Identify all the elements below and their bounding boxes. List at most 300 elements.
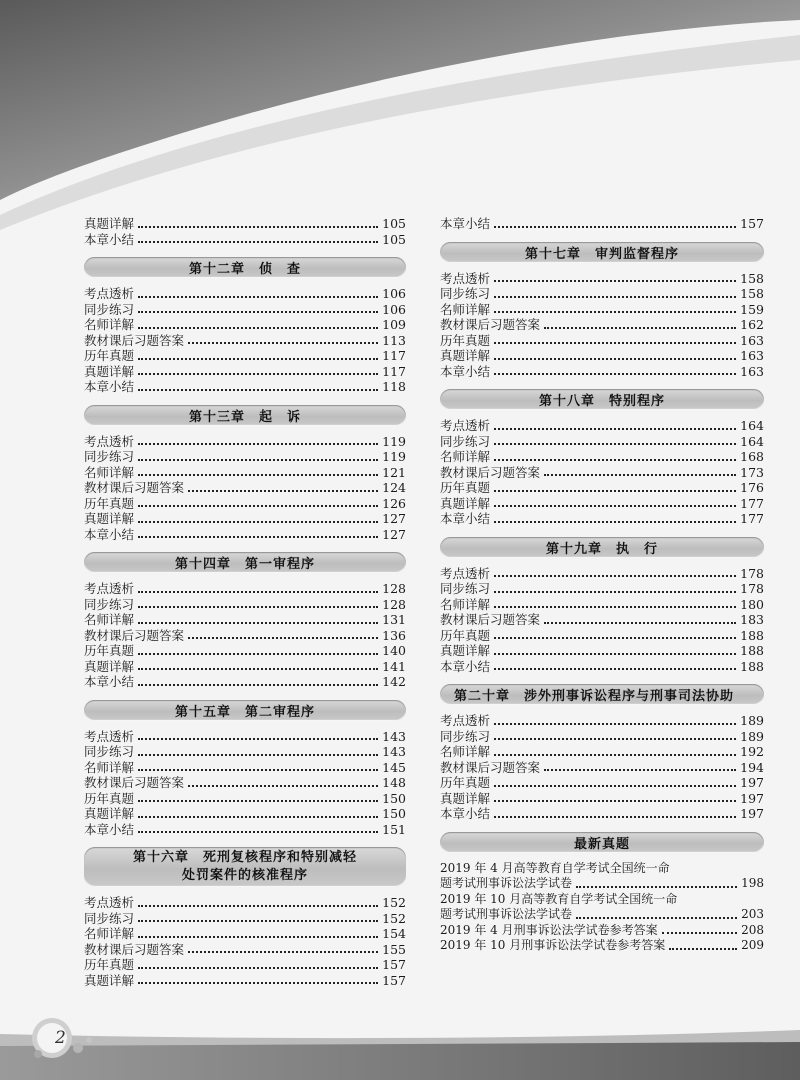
entry-label: 历年真题 [440,332,491,348]
bottom-band [0,1040,800,1080]
entry-label: 题考试刑事诉讼法学试卷 [440,907,573,921]
toc-entry[interactable] [440,876,764,892]
toc-entry[interactable] [440,791,764,807]
toc-entry[interactable] [440,348,764,364]
toc-entry[interactable] [440,449,764,465]
entry-page: 140 [382,643,406,658]
entry-label: 历年真题 [440,627,491,643]
leader-dots [494,459,736,461]
entry-page: 128 [382,596,406,612]
toc-entry[interactable] [440,628,764,644]
entry-label: 本章小结 [440,806,491,821]
entry-page: 119 [382,449,406,464]
entry-label: 教材课后习题答案 [84,775,185,790]
leader-dots [138,668,378,670]
toc-right-column [440,216,764,954]
entry-label: 本章小结 [440,658,491,674]
entry-page: 189 [740,728,764,744]
entry-label: 本章小结 [440,216,491,231]
leader-dots [494,816,736,818]
entry-label: 历年真题 [84,495,135,511]
entry-label: 教材课后习题答案 [84,627,185,643]
toc-entry[interactable] [84,216,406,232]
leader-dots [494,521,736,523]
toc-entry[interactable] [84,895,406,911]
entry-label: 同步练习 [440,728,491,744]
toc-entry[interactable] [84,302,406,318]
entry-page: 157 [382,957,406,972]
entry-page: 176 [740,480,764,495]
leader-dots [138,389,378,391]
leader-dots [494,606,736,608]
leader-dots [494,785,736,787]
leader-dots [138,831,378,833]
entry-label: 真题详解 [84,511,135,526]
leader-dots [494,443,736,445]
leader-dots [669,948,737,950]
toc-entry[interactable] [84,612,406,628]
toc-entry[interactable] [440,744,764,760]
toc-entry[interactable] [440,480,764,496]
toc-left-column [84,216,406,988]
entry-page: 158 [740,286,764,301]
entry-label: 名师详解 [440,449,491,464]
entry-page: 168 [740,449,764,464]
entry-label: 本章小结 [84,231,135,247]
chapter-banner[interactable]: 第十三章 起 诉 [84,405,406,426]
leader-dots [576,886,737,888]
chapter-banner[interactable]: 第二十章 涉外刑事诉讼程序与刑事司法协助 [440,684,764,705]
entry-label: 教材课后习题答案 [440,317,541,332]
toc-entry[interactable] [440,938,764,954]
leader-dots [494,490,736,492]
toc-entry[interactable] [84,364,406,380]
entry-page: 162 [740,317,764,332]
chapter-banner[interactable]: 第十五章 第二审程序 [84,700,406,721]
toc-entry[interactable] [84,496,406,512]
chapter-banner[interactable]: 第十二章 侦 查 [84,257,406,278]
toc-entry[interactable] [440,713,764,729]
toc-entry[interactable] [440,465,764,481]
toc-entry[interactable] [440,566,764,582]
leader-dots [138,443,378,445]
toc-entry[interactable] [440,418,764,434]
entry-label: 考点透析 [84,286,135,301]
entry-label: 名师详解 [440,744,491,759]
leader-dots [138,536,378,538]
entry-label: 教材课后习题答案 [440,759,541,775]
leader-dots [138,800,378,802]
page-number: 2 [55,1028,66,1048]
toc-section-ch20 [440,684,764,822]
exam-title-line[interactable]: 2019 年 10 月高等教育自学考试全国统一命 [440,891,678,906]
toc-entry[interactable] [440,806,764,822]
entry-page: 163 [740,363,764,379]
toc-entry[interactable] [440,581,764,597]
leader-dots [544,622,736,624]
toc-entry[interactable] [440,302,764,318]
toc-entry[interactable] [440,923,764,939]
entry-label: 2019 年 4 月刑事诉讼法学试卷参考答案 [440,922,658,937]
leader-dots [494,358,736,360]
entry-label: 考点透析 [84,581,135,596]
leader-dots [138,936,378,938]
toc-entry[interactable] [84,926,406,942]
entry-page: 188 [740,658,764,674]
entry-page: 136 [382,627,406,643]
entry-page: 106 [382,301,406,317]
toc-section-latest-exams [440,832,764,954]
toc-entry[interactable] [84,791,406,807]
entry-page: 157 [382,972,406,988]
entry-page: 155 [382,941,406,957]
toc-entry[interactable] [440,597,764,613]
entry-label: 同步练习 [84,744,135,759]
entry-page: 173 [740,464,764,480]
leader-dots [494,505,736,507]
entry-page: 188 [740,627,764,643]
entry-page: 117 [382,363,406,379]
entry-label: 2019 年 10 月刑事诉讼法学试卷参考答案 [440,938,666,952]
toc-entry[interactable] [84,527,406,543]
toc-entry[interactable] [84,942,406,958]
leader-dots [494,668,736,670]
chapter-banner[interactable]: 第十八章 特别程序 [440,389,764,410]
entry-label: 考点透析 [440,270,491,286]
leader-dots [494,296,736,298]
entry-label: 题考试刑事诉讼法学试卷 [440,876,573,890]
entry-page: 178 [740,581,764,596]
leader-dots [138,521,378,523]
leader-dots [544,474,736,476]
toc-entry[interactable] [84,581,406,597]
leader-dots [494,754,736,756]
leader-dots [138,738,378,740]
entry-label: 同步练习 [440,433,491,449]
toc-entry[interactable] [84,957,406,973]
toc-entry[interactable] [84,911,406,927]
leader-dots [138,684,378,686]
entry-label: 名师详解 [440,301,491,317]
toc-entry[interactable] [84,822,406,838]
entry-page: 145 [382,759,406,775]
leader-dots [138,373,378,375]
toc-section-ch13 [84,405,406,543]
toc-entry[interactable] [84,449,406,465]
entry-label: 历年真题 [440,480,491,495]
entry-label: 真题详解 [84,806,135,821]
entry-page: 106 [382,286,406,301]
toc-entry[interactable] [440,659,764,675]
leader-dots [494,373,736,375]
entry-page: 143 [382,728,406,744]
leader-dots [138,327,378,329]
leader-dots [138,905,378,907]
entry-label: 考点透析 [84,728,135,744]
leader-dots [544,769,736,771]
entry-label: 本章小结 [84,526,135,542]
leader-dots [138,311,378,313]
entry-label: 历年真题 [84,790,135,806]
leader-dots [138,459,378,461]
entry-page: 142 [382,674,406,689]
leader-dots [138,920,378,922]
leader-dots [138,226,378,228]
toc-entry[interactable] [84,511,406,527]
entry-page: 183 [740,612,764,627]
entry-page: 198 [741,876,764,890]
entry-page: 113 [382,332,406,348]
entry-label: 真题详解 [84,216,135,231]
toc-entry[interactable] [84,317,406,333]
entry-label: 名师详解 [84,759,135,775]
leader-dots [494,653,736,655]
entry-page: 177 [740,495,764,511]
entry-page: 150 [382,790,406,806]
entry-label: 同步练习 [440,286,491,301]
toc-entry[interactable] [440,364,764,380]
leader-dots [494,738,736,740]
leader-dots [138,622,378,624]
leader-dots [138,296,378,298]
toc-entry[interactable] [440,286,764,302]
toc-entry[interactable] [440,612,764,628]
leader-dots [138,474,378,476]
toc-entry[interactable] [84,729,406,745]
chapter-banner[interactable]: 第十七章 审判监督程序 [440,242,764,263]
toc-section-ch16 [84,847,406,988]
leader-dots [138,967,378,969]
toc-entry[interactable] [84,628,406,644]
leader-dots [138,591,378,593]
entry-page: 152 [382,895,406,910]
entry-page: 143 [382,744,406,759]
leader-dots [188,490,378,492]
leader-dots [138,982,378,984]
entry-page: 151 [382,821,406,837]
entry-page: 126 [382,495,406,511]
entry-label: 教材课后习题答案 [84,480,185,495]
toc-entry[interactable] [440,760,764,776]
chapter-banner[interactable]: 第十四章 第一审程序 [84,552,406,573]
leader-dots [494,226,736,228]
entry-page: 159 [740,301,764,317]
entry-label: 历年真题 [84,348,135,363]
leader-dots [188,637,378,639]
leader-dots [494,428,736,430]
leader-dots [138,816,378,818]
entry-label: 本章小结 [440,363,491,379]
entry-page: 192 [740,744,764,759]
toc-section-ch19 [440,537,764,675]
toc-entry[interactable] [440,333,764,349]
toc-entry[interactable] [84,674,406,690]
toc-entry[interactable] [84,434,406,450]
entry-page: 124 [382,480,406,495]
entry-page: 157 [740,216,764,231]
entry-page: 150 [382,806,406,821]
entry-label: 历年真题 [84,643,135,658]
entry-page: 208 [741,922,764,937]
entry-page: 152 [382,910,406,926]
toc-entry[interactable] [84,333,406,349]
toc-section-ch14 [84,552,406,690]
leader-dots [494,800,736,802]
entry-label: 本章小结 [84,821,135,837]
leader-dots [138,241,378,243]
chapter-banner[interactable] [84,847,406,887]
entry-label: 考点透析 [440,713,491,728]
entry-page: 117 [382,348,406,363]
toc-entry[interactable] [84,465,406,481]
entry-page: 194 [740,759,764,775]
entry-label: 同步练习 [84,910,135,926]
entry-page: 105 [382,216,406,231]
entry-label: 同步练习 [84,449,135,464]
toc-entry[interactable] [440,907,764,923]
toc-entry[interactable] [84,806,406,822]
entry-label: 考点透析 [440,418,491,433]
toc-entry[interactable] [84,643,406,659]
entry-label: 本章小结 [84,379,135,394]
entry-page: 141 [382,658,406,674]
leader-dots [138,505,378,507]
toc-entry[interactable] [440,496,764,512]
entry-label: 真题详解 [440,643,491,658]
entry-page: 209 [741,938,764,952]
toc-section-ch16-tail [440,216,764,232]
entry-label: 名师详解 [84,464,135,480]
entry-label: 历年真题 [440,775,491,790]
entry-label: 历年真题 [84,957,135,972]
leader-dots [494,575,736,577]
leader-dots [494,591,736,593]
toc-entry[interactable] [84,775,406,791]
toc-entry[interactable] [440,317,764,333]
chapter-banner[interactable]: 第十九章 执 行 [440,537,764,558]
toc-entry[interactable] [440,434,764,450]
entry-label: 名师详解 [84,926,135,941]
entry-page: 118 [382,379,406,394]
entry-label: 真题详解 [84,363,135,379]
entry-label: 考点透析 [84,895,135,910]
leader-dots [544,327,736,329]
leader-dots [138,653,378,655]
entry-label: 真题详解 [440,348,491,363]
leader-dots [494,637,736,639]
entry-label: 真题详解 [84,658,135,674]
leader-dots [138,358,378,360]
entry-label: 教材课后习题答案 [84,332,185,348]
entry-page: 158 [740,270,764,286]
chapter-banner-line: 第十六章 死刑复核程序和特别减轻 [132,850,357,865]
toc-entry[interactable] [440,216,764,232]
entry-label: 名师详解 [440,596,491,612]
toc-entry[interactable] [84,597,406,613]
entry-label: 真题详解 [440,790,491,806]
entry-label: 教材课后习题答案 [84,941,185,957]
entry-page: 154 [382,926,406,941]
entry-label: 真题详解 [84,972,135,988]
toc-entry[interactable] [84,232,406,248]
chapter-banner-line: 处罚案件的核准程序 [181,868,308,883]
entry-label: 名师详解 [84,317,135,332]
entry-page: 180 [740,596,764,612]
leader-dots [188,785,378,787]
toc-section-ch15 [84,700,406,838]
toc-entry[interactable] [84,379,406,395]
entry-page: 197 [740,790,764,806]
toc-entry[interactable] [84,973,406,989]
entry-page: 197 [740,775,764,790]
toc-entry[interactable] [440,775,764,791]
leader-dots [494,311,736,313]
entry-label: 本章小结 [84,674,135,689]
entry-page: 148 [382,775,406,790]
entry-page: 189 [740,713,764,728]
entry-page: 128 [382,581,406,596]
entry-label: 考点透析 [84,433,135,449]
toc-entry[interactable] [84,659,406,675]
leader-dots [138,606,378,608]
entry-page: 127 [382,526,406,542]
toc-entry[interactable] [84,348,406,364]
leader-dots [662,932,737,934]
entry-page: 203 [741,907,764,921]
toc-entry[interactable] [84,744,406,760]
entry-page: 127 [382,511,406,526]
toc-section-ch18 [440,389,764,527]
entry-label: 教材课后习题答案 [440,464,541,480]
leader-dots [576,917,737,919]
entry-page: 164 [740,418,764,433]
entry-page: 131 [382,612,406,627]
leader-dots [494,723,736,725]
leader-dots [494,280,736,282]
entry-label: 同步练习 [84,301,135,317]
entry-page: 121 [382,464,406,480]
toc-section-ch12 [84,257,406,395]
toc-entry[interactable] [440,729,764,745]
toc-entry[interactable] [84,480,406,496]
section-banner[interactable]: 最新真题 [440,832,764,853]
entry-page: 105 [382,231,406,247]
entry-label: 真题详解 [440,495,491,511]
leader-dots [138,769,378,771]
entry-page: 163 [740,332,764,348]
leader-dots [494,342,736,344]
entry-label: 同步练习 [84,596,135,612]
exam-title-line[interactable]: 2019 年 4 月高等教育自学考试全国统一命 [440,860,670,875]
leader-dots [138,754,378,756]
entry-label: 名师详解 [84,612,135,627]
entry-page: 119 [382,433,406,449]
entry-page: 178 [740,565,764,581]
toc-entry[interactable] [440,511,764,527]
entry-label: 同步练习 [440,581,491,596]
toc-entry[interactable] [440,643,764,659]
entry-label: 本章小结 [440,511,491,526]
toc-entry[interactable] [440,271,764,287]
leader-dots [188,951,378,953]
entry-label: 教材课后习题答案 [440,612,541,627]
entry-page: 164 [740,433,764,449]
entry-page: 163 [740,348,764,363]
toc-entry[interactable] [84,286,406,302]
toc-entry[interactable] [84,760,406,776]
entry-label: 考点透析 [440,565,491,581]
toc-section-ch17 [440,242,764,380]
